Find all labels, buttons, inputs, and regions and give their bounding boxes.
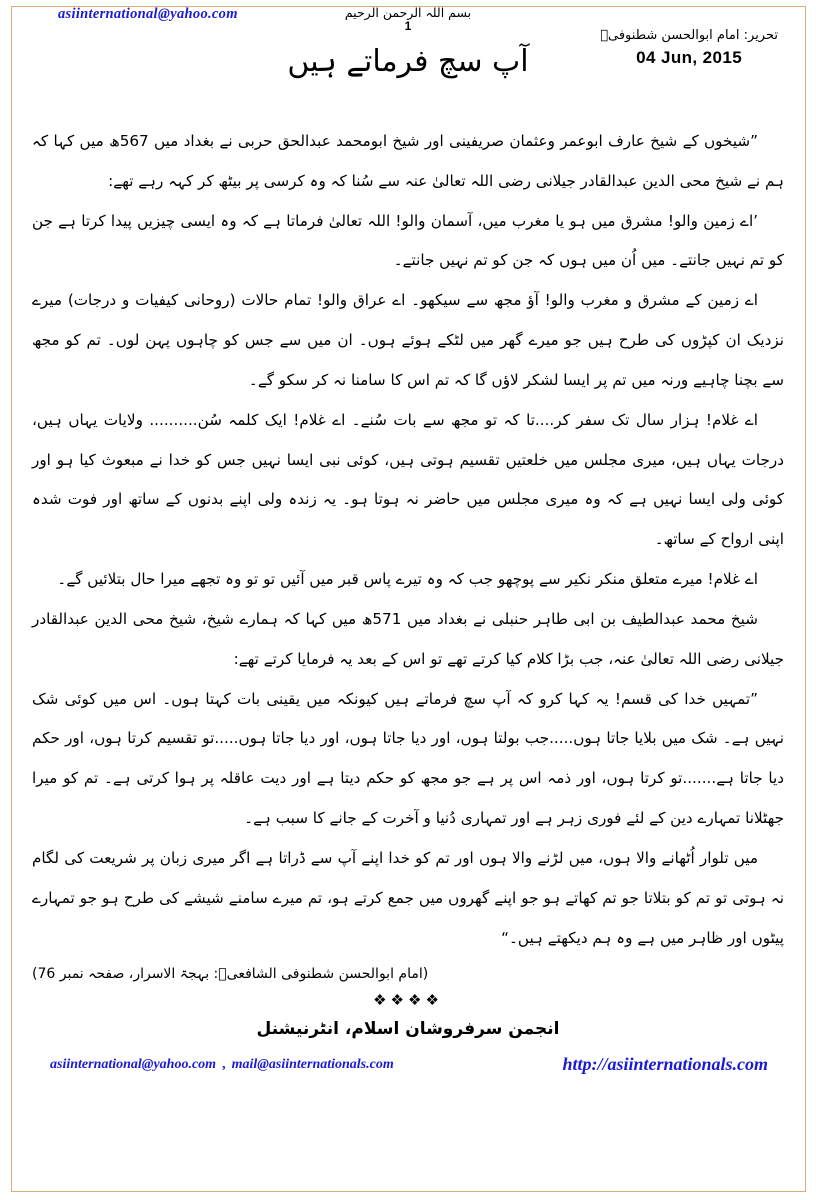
basmala-text: بسم اللہ الرحمن الرحیم	[344, 5, 472, 20]
page-number: 1	[404, 19, 412, 33]
organization-name: انجمن سرفروشان اسلام، انٹرنیشنل	[256, 1018, 560, 1039]
footer-email-group	[50, 1057, 394, 1073]
body-paragraph: میں تلوار اُٹھانے والا ہوں، میں لڑنے والا ہوں اور تم کو خدا اپنے آپ سے ڈراتا ہے اگر میری زبان پر شریعت کی لگام نہ ہوتی تو تم کو بتلاتا جو تم کھاتے ہو جو اپنے گھروں میں جمع کرتے ہو، تم میرے سامنے شیشے کی طرح ہو جو تمہارے پیٹوں اور ظاہر میں ہے وہ ہم دیکھتے ہیں۔“	[32, 848, 784, 947]
document-header	[26, 4, 790, 116]
ornament-diamond-icon: ❖	[390, 992, 408, 1009]
ornament-diamond-icon: ❖	[408, 992, 426, 1009]
body-paragraph: ”شیخوں کے شیخ عارف ابوعمر وعثمان صریفینی اور شیخ ابومحمد عبدالحق حربی نے بغداد میں 567ھ میں کہا کہ ہم نے شیخ محی الدین عبدالقادر جیلانی رضی اللہ تعالیٰ عنہ سے سُنا کہ وہ کرسی پر بیٹھ کر کہہ رہے تھے:	[32, 132, 784, 190]
publication-date: 04 Jun, 2015	[636, 48, 743, 68]
article-body	[26, 122, 790, 958]
body-paragraph: ”تمہیں خدا کی قسم! یہ کہا کرو کہ آپ سچ فرماتے ہیں کیونکہ میں یقینی بات کہتا ہوں۔ اس میں کوئی شک نہیں ہے۔ شک میں بلایا جاتا ہوں.....جب بولتا ہوں، اور دیا جاتا ہوں، اور دیا جاتا ہوں.....تو تقسیم کرتا ہوں، اور حکم دیا جاتا ہے.......تو کرتا ہوں، اور ذمہ اس پر ہے جو مجھ کو حکم دیتا ہے اور دیت عاقلہ پر ہوا کرتی ہے۔ تم کو میرا جھٹلانا تمہارے دین کے لئے فوری زہر ہے اور تمہاری دُنیا و آخرت کے جانے کا سبب ہے۔	[32, 689, 784, 828]
body-paragraph: شیخ محمد عبدالطیف بن ابی طاہر حنبلی نے بغداد میں 571ھ میں کہا کہ ہمارے شیخ، شیخ محی الدین عبدالقادر جیلانی رضی اللہ تعالیٰ عنہ، جب بڑا کلام کیا کرتے تھے تو اس کے بعد یہ فرمایا کرتے تھے:	[32, 609, 784, 668]
footer-email-separator: ,	[222, 1056, 226, 1072]
footer-links	[26, 1053, 790, 1083]
header-email-link[interactable]: asiinternational@yahoo.com	[58, 6, 238, 22]
body-paragraph: ’اے زمین والو! مشرق میں ہو یا مغرب میں، آسمان والو! اللہ تعالیٰ فرماتا ہے کہ وہ ایسی چیزیں پیدا کرتا ہے جن کو تم نہیں جانتے۔ میں اُن میں ہوں کہ جن کو تم نہیں جانتے۔	[32, 211, 784, 270]
body-paragraph: اے زمین کے مشرق و مغرب والو! آؤ مجھ سے سیکھو۔ اے عراق والو! تمام حالات (روحانی کیفیات و درجات) میرے نزدیک ان کپڑوں کی طرح ہیں جو میرے گھر میں لٹکے ہوئے ہوں۔ ان میں سے جس کو چاہوں پہن لوں۔ تم کو مجھ سے بچنا چاہیے ورنہ میں تم پر ایسا لشکر لاؤں گا کہ تم اس کا سامنا نہ کر سکو گے۔	[32, 291, 784, 389]
author-byline: تحریر: امام ابوالحسن شطنوفیؒ	[600, 28, 778, 43]
ornament-diamond-icon: ❖	[373, 992, 391, 1009]
footer-email-secondary[interactable]: mail@asiinternationals.com	[231, 1056, 394, 1072]
body-paragraph: اے غلام! میرے متعلق منکر نکیر سے پوچھو جب کہ وہ تیرے پاس قبر میں آئیں تو تو وہ تجھے میرا حال بتلائیں گے۔	[57, 570, 758, 589]
body-paragraph: اے غلام! ہزار سال تک سفر کر....تا کہ تو مجھ سے بات سُنے۔ اے غلام! ایک کلمہ سُن.......... ولایات یہاں ہیں، درجات یہاں ہیں، میری مجلس میں خلعتیں تقسیم ہوتی ہیں، کوئی نبی ایسا نہیں جس کو خدا نے مبعوث کیا ہو اور کوئی ولی ایسا نہیں ہے کہ وہ میری مجلس میں حاضر نہ ہوتا ہو۔ یہ زندہ ولی اپنے بدنوں کے ساتھ اور فوت شدہ اپنی ارواح کے ساتھ۔	[32, 410, 784, 549]
page-title: آپ سچ فرماتے ہیں	[287, 44, 529, 79]
footer-website-url[interactable]: http://asiinternationals.com	[562, 1053, 768, 1074]
ornament-divider	[26, 994, 790, 1009]
source-citation: (امام ابوالحسن شطنوفی الشافعیؒ: بہجۃ الاسرار، صفحہ نمبر 76)	[32, 966, 429, 983]
footer-email-primary[interactable]: asiinternational@yahoo.com	[50, 1056, 217, 1072]
ornament-diamond-icon: ❖	[425, 992, 443, 1009]
